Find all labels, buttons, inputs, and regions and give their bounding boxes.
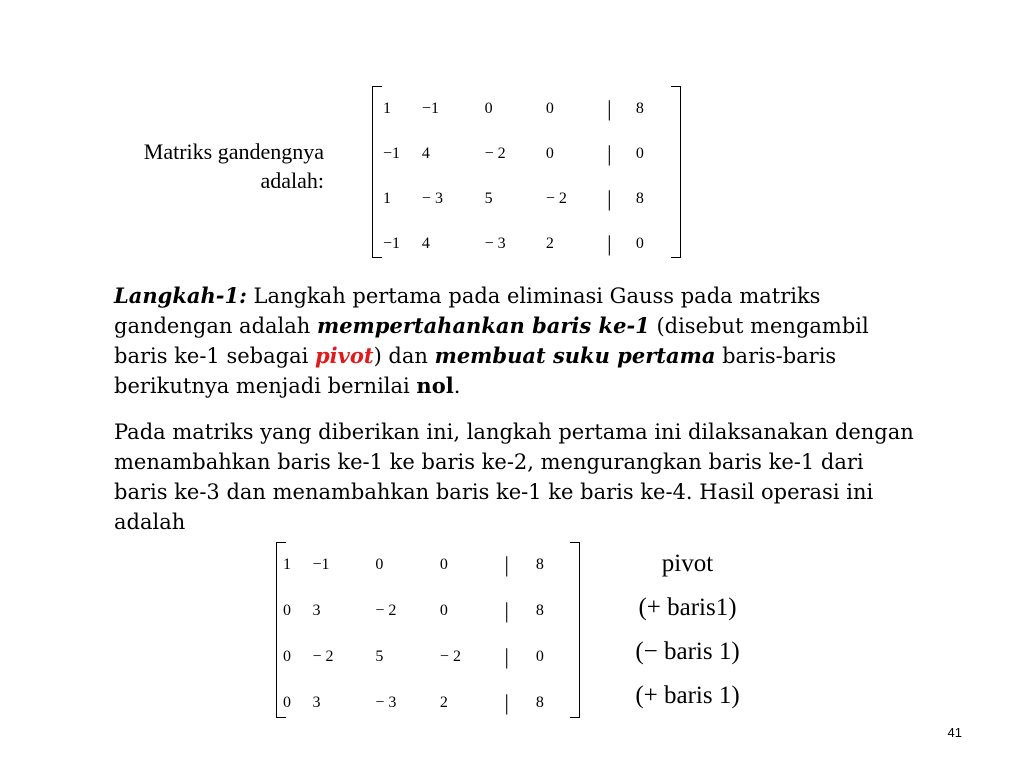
matrix-cell: − 3 — [484, 234, 506, 252]
matrix-cell: 0 — [545, 144, 554, 162]
row-operation-label: pivot — [661, 550, 714, 577]
pivot-emphasis: pivot — [314, 343, 374, 368]
matrix-cell: −1 — [383, 144, 401, 162]
matrix-cell: −1 — [312, 556, 330, 573]
matrix-cell: 0 — [283, 694, 291, 711]
matrix-cell: 1 — [383, 99, 391, 117]
augment-separator: | — [504, 598, 509, 623]
matrix-cell: 0 — [545, 99, 554, 117]
row-operation-label: (− baris 1) — [635, 638, 740, 665]
matrix-row — [382, 221, 681, 266]
matrix-cell: 2 — [439, 694, 448, 711]
paragraph-text: Langkah pertama pada eliminasi Gauss pada matriks gandengan adalah — [114, 284, 821, 338]
result-matrix — [276, 542, 580, 718]
right-bracket — [570, 542, 580, 718]
matrix-cell: 0 — [439, 556, 448, 573]
paragraph-text: baris-baris berikutnya menjadi bernilai — [114, 344, 837, 398]
emphasis-text: nol — [416, 373, 454, 398]
step-1-paragraph — [114, 281, 914, 401]
matrix-cell: −1 — [421, 99, 439, 117]
matrix-cell: − 2 — [484, 144, 506, 162]
matrix-cell: 1 — [383, 189, 391, 207]
paragraph-text: . — [453, 374, 461, 398]
matrix-cell: −1 — [383, 234, 401, 252]
augment-separator: | — [504, 690, 509, 715]
intro-label — [4, 137, 324, 195]
matrix-cell: 4 — [421, 144, 430, 162]
paragraph-text: ) dan — [373, 344, 435, 368]
matrix-cell: 8 — [535, 602, 544, 619]
matrix-row — [382, 176, 681, 221]
matrix-cell: − 2 — [439, 648, 461, 665]
matrix-row — [282, 680, 580, 726]
emphasis-text: mempertahankan baris ke-1 — [316, 313, 650, 338]
row-operation-label: (+ baris1) — [638, 594, 737, 621]
matrix-cell: 5 — [375, 648, 384, 665]
intro-line-1: Matriks gandengnya — [143, 139, 324, 164]
paragraph-text: (disebut mengambil baris ke-1 sebagai — [114, 314, 869, 368]
matrix-cell: 3 — [312, 602, 321, 619]
step-label: Langkah-1: — [114, 283, 247, 308]
row-operations — [600, 542, 775, 718]
augment-separator: | — [504, 644, 509, 669]
explanation-paragraph: Pada matriks yang diberikan ini, langkah pertama ini dilaksanakan dengan menambahkan baris ke-1 ke baris ke-2, mengurangkan baris ke-1 dari baris ke-3 dan menambahkan baris ke-1 ke baris ke-4. Hasil operasi ini adalah — [114, 420, 914, 534]
matrix-cell: 3 — [312, 694, 321, 711]
right-bracket — [671, 86, 681, 258]
matrix-cell: − 2 — [312, 648, 334, 665]
augmented-matrix-table — [382, 86, 681, 266]
matrix-cell: 8 — [535, 556, 544, 573]
matrix-cell: − 3 — [421, 189, 443, 207]
matrix-row — [382, 86, 681, 131]
matrix-cell: 5 — [484, 189, 493, 207]
matrix-cell: 1 — [283, 556, 291, 573]
page-number: 41 — [947, 725, 962, 740]
matrix-cell: − 2 — [375, 602, 397, 619]
left-bracket — [372, 86, 382, 258]
matrix-row — [282, 634, 580, 680]
row-operation-label: (+ baris 1) — [635, 682, 740, 709]
augment-separator: | — [607, 140, 612, 166]
augmented-matrix — [372, 86, 681, 258]
matrix-cell: 8 — [635, 99, 644, 117]
augment-separator: | — [607, 185, 612, 211]
matrix-cell: 8 — [635, 189, 644, 207]
matrix-cell: 0 — [535, 648, 544, 665]
matrix-cell: − 3 — [375, 694, 397, 711]
result-matrix-table — [282, 542, 580, 726]
augment-separator: | — [504, 552, 509, 577]
matrix-cell: 0 — [635, 234, 644, 252]
matrix-cell: 0 — [283, 648, 291, 665]
matrix-cell: 4 — [421, 234, 430, 252]
intro-line-2: adalah: — [260, 168, 324, 193]
matrix-cell: 0 — [283, 602, 291, 619]
augment-separator: | — [607, 230, 612, 256]
matrix-cell: 0 — [484, 99, 493, 117]
matrix-cell: 0 — [439, 602, 448, 619]
matrix-row — [282, 542, 580, 588]
matrix-cell: 0 — [375, 556, 384, 573]
left-bracket — [276, 542, 286, 718]
matrix-row — [382, 131, 681, 176]
matrix-cell: 8 — [535, 694, 544, 711]
matrix-cell: − 2 — [545, 189, 567, 207]
augment-separator: | — [607, 95, 612, 121]
emphasis-text: membuat suku pertama — [434, 343, 716, 368]
matrix-cell: 0 — [635, 144, 644, 162]
matrix-cell: 2 — [545, 234, 554, 252]
matrix-row — [282, 588, 580, 634]
